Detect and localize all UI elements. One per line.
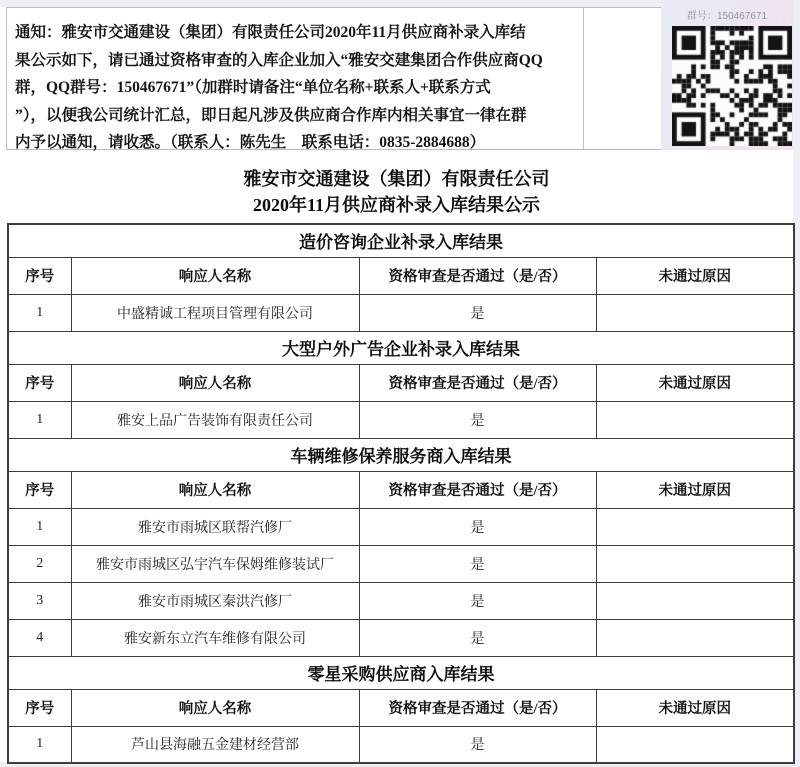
column-header-index: 序号	[8, 257, 71, 294]
notice-line-1: 通知：雅安市交通建设（集团）有限责任公司2020年11月供应商补录入库结	[15, 24, 526, 41]
column-header-row	[8, 689, 794, 726]
column-header-supplier: 响应人名称	[71, 689, 359, 726]
column-header-supplier: 响应人名称	[71, 257, 359, 294]
column-header-passed: 资格审查是否通过（是/否）	[359, 471, 596, 508]
row-index-cell: 1	[8, 508, 71, 545]
table-row	[8, 294, 794, 331]
row-index-cell: 2	[8, 545, 71, 582]
row-index-cell: 3	[8, 582, 71, 619]
column-header-passed: 资格审查是否通过（是/否）	[359, 689, 596, 726]
column-header-index: 序号	[8, 689, 71, 726]
document-title-line2: 2020年11月供应商补录入库结果公示	[252, 195, 540, 215]
supplier-name-cell: 雅安新东立汽车维修有限公司	[71, 619, 359, 656]
fail-reason-cell	[596, 508, 794, 545]
supplier-name-cell: 雅安市雨城区弘宇汽车保姆维修装试厂	[71, 545, 359, 582]
fail-reason-cell	[596, 401, 794, 438]
column-header-supplier: 响应人名称	[71, 471, 359, 508]
column-header-row	[8, 364, 794, 401]
fail-reason-cell	[596, 294, 794, 331]
document-title-line1: 雅安市交通建设（集团）有限责任公司	[243, 169, 550, 189]
table-row	[8, 582, 794, 619]
fail-reason-cell	[596, 619, 794, 656]
row-index-cell: 1	[8, 294, 71, 331]
qualification-result-cell: 是	[359, 726, 596, 763]
column-header-fail_reason: 未通过原因	[596, 689, 794, 726]
notice-line-5: 内予以通知，请收悉。（联系人：陈先生 联系电话：0835-2884688）	[15, 134, 486, 151]
table-row	[8, 401, 794, 438]
qualification-result-cell: 是	[359, 401, 596, 438]
notice-text	[7, 8, 584, 149]
table-row	[8, 726, 794, 763]
column-header-row	[8, 471, 794, 508]
row-index-cell: 1	[8, 726, 71, 763]
document-title	[0, 166, 793, 218]
column-header-fail_reason: 未通过原因	[596, 471, 794, 508]
supplier-name-cell: 雅安市雨城区秦洪汽修厂	[71, 582, 359, 619]
section-title-row	[8, 656, 794, 689]
table-row	[8, 545, 794, 582]
column-header-row	[8, 257, 794, 294]
row-index-cell: 1	[8, 401, 71, 438]
column-header-fail_reason: 未通过原因	[596, 364, 794, 401]
notice-line-3: 群，QQ群号：150467671”（加群时请备注“单位名称+联系人+联系方式	[15, 79, 491, 96]
qq-group-qr-code	[672, 26, 792, 146]
fail-reason-cell	[596, 582, 794, 619]
column-header-fail_reason: 未通过原因	[596, 257, 794, 294]
section-title: 车辆维修保养服务商入库结果	[8, 438, 794, 471]
qq-group-number-label: 群号：150467671	[686, 11, 768, 22]
fail-reason-cell	[596, 726, 794, 763]
qq-group-qr-panel	[661, 0, 793, 150]
qualification-result-cell: 是	[359, 294, 596, 331]
qualification-result-cell: 是	[359, 508, 596, 545]
column-header-index: 序号	[8, 364, 71, 401]
row-index-cell: 4	[8, 619, 71, 656]
supplier-name-cell: 雅安市雨城区联帮汽修厂	[71, 508, 359, 545]
section-title: 零星采购供应商入库结果	[8, 656, 794, 689]
column-header-passed: 资格审查是否通过（是/否）	[359, 257, 596, 294]
supplier-name-cell: 中盛精诚工程项目管理有限公司	[71, 294, 359, 331]
qualification-result-cell: 是	[359, 582, 596, 619]
fail-reason-cell	[596, 545, 794, 582]
section-title-row	[8, 331, 794, 364]
section-title: 造价咨询企业补录入库结果	[8, 224, 794, 257]
section-title-row	[8, 224, 794, 257]
section-title: 大型户外广告企业补录入库结果	[8, 331, 794, 364]
notice-line-4: ”），以便我公司统计汇总，即日起凡涉及供应商合作库内相关事宜一律在群	[15, 106, 527, 124]
qualification-result-cell: 是	[359, 619, 596, 656]
table-row	[8, 619, 794, 656]
column-header-passed: 资格审查是否通过（是/否）	[359, 364, 596, 401]
supplier-name-cell: 雅安上品广告装饰有限责任公司	[71, 401, 359, 438]
column-header-supplier: 响应人名称	[71, 364, 359, 401]
section-title-row	[8, 438, 794, 471]
results-table	[7, 223, 795, 764]
qualification-result-cell: 是	[359, 545, 596, 582]
column-header-index: 序号	[8, 471, 71, 508]
supplier-name-cell: 芦山县海融五金建材经营部	[71, 726, 359, 763]
table-row	[8, 508, 794, 545]
notice-line-2: 果公示如下，请已通过资格审查的入库企业加入“雅安交建集团合作供应商QQ	[15, 51, 543, 69]
